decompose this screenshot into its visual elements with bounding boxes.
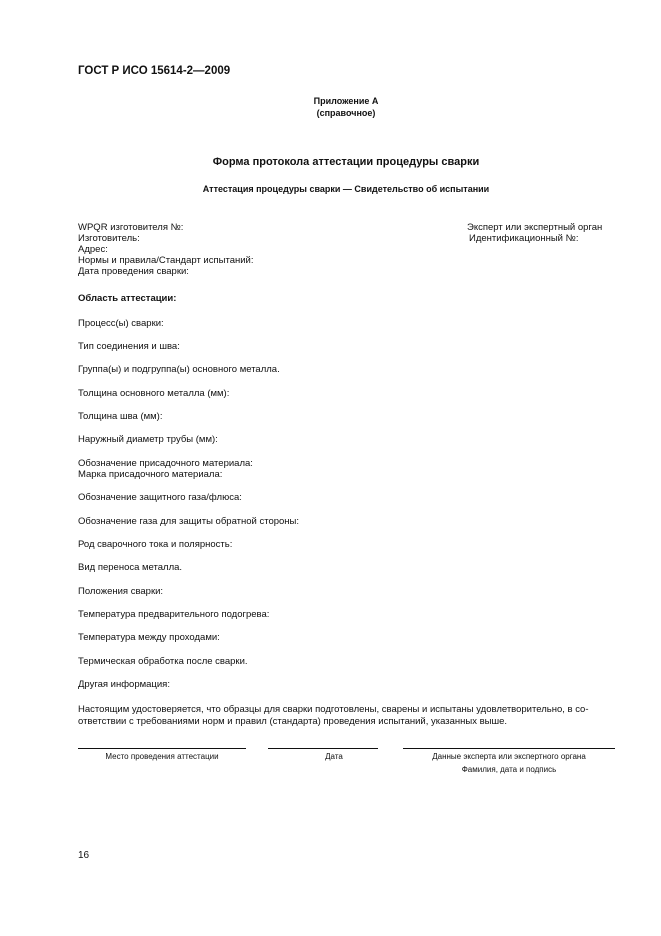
form-title: Форма протокола аттестации процедуры сварки bbox=[212, 156, 480, 168]
field-standard: Нормы и правила/Стандарт испытаний: bbox=[78, 255, 254, 266]
scope-preheat: Температура предварительного подогрева: bbox=[78, 609, 270, 620]
scope-other-info: Другая информация: bbox=[78, 679, 170, 690]
field-identification: Идентификационный №: bbox=[469, 233, 579, 244]
certification-statement: Настоящим удостоверяется, что образцы для сварки подготовлены, сварены и испытаны удовлетворительно, в со-ответствии с требованиями норм и правил (стандарта) проведения испытаний, указанных выше. bbox=[78, 704, 589, 727]
scope-joint-type: Тип соединения и шва: bbox=[78, 341, 180, 352]
scope-weld-thickness: Толщина шва (мм): bbox=[78, 411, 163, 422]
annex-title: Приложение А bbox=[313, 96, 379, 106]
field-examiner: Эксперт или экспертный орган bbox=[467, 222, 603, 233]
scope-material-group: Группа(ы) и подгруппа(ы) основного металла. bbox=[78, 364, 280, 375]
scope-shielding-gas: Обозначение защитного газа/флюса: bbox=[78, 492, 242, 503]
signature-label-place: Место проведения аттестации bbox=[105, 752, 219, 761]
field-welding-date: Дата проведения сварки: bbox=[78, 266, 189, 277]
signature-line-date bbox=[268, 748, 378, 749]
signature-line-expert bbox=[403, 748, 615, 749]
scope-material-thickness: Толщина основного металла (мм): bbox=[78, 388, 230, 399]
scope-pipe-diameter: Наружный диаметр трубы (мм): bbox=[78, 434, 218, 445]
form-subtitle: Аттестация процедуры сварки — Свидетельство об испытании bbox=[202, 184, 490, 194]
annex-subtitle: (справочное) bbox=[316, 108, 376, 118]
scope-current-type: Род сварочного тока и полярность: bbox=[78, 539, 233, 550]
page-number: 16 bbox=[78, 850, 90, 861]
scope-pwht: Термическая обработка после сварки. bbox=[78, 656, 248, 667]
scope-backing-gas: Обозначение газа для защиты обратной стороны: bbox=[78, 516, 300, 527]
scope-interpass: Температура между проходами: bbox=[78, 632, 220, 643]
scope-metal-transfer: Вид переноса металла. bbox=[78, 562, 183, 573]
field-manufacturer: Изготовитель: bbox=[78, 233, 140, 244]
field-wpqr: WPQR изготовителя №: bbox=[78, 222, 184, 233]
signature-label-date: Дата bbox=[325, 752, 343, 761]
scope-filler-make: Марка присадочного материала: bbox=[78, 469, 223, 480]
signature-line-place bbox=[78, 748, 246, 749]
scope-heading: Область аттестации: bbox=[78, 293, 177, 304]
signature-label-expert: Данные эксперта или экспертного органа bbox=[432, 752, 586, 761]
standard-number: ГОСТ Р ИСО 15614-2—2009 bbox=[78, 65, 231, 77]
field-address: Адрес: bbox=[78, 244, 108, 255]
scope-filler-designation: Обозначение присадочного материала: bbox=[78, 458, 253, 469]
signature-label-expert-sub: Фамилия, дата и подпись bbox=[461, 765, 557, 774]
scope-positions: Положения сварки: bbox=[78, 586, 164, 597]
scope-process: Процесс(ы) сварки: bbox=[78, 318, 164, 329]
